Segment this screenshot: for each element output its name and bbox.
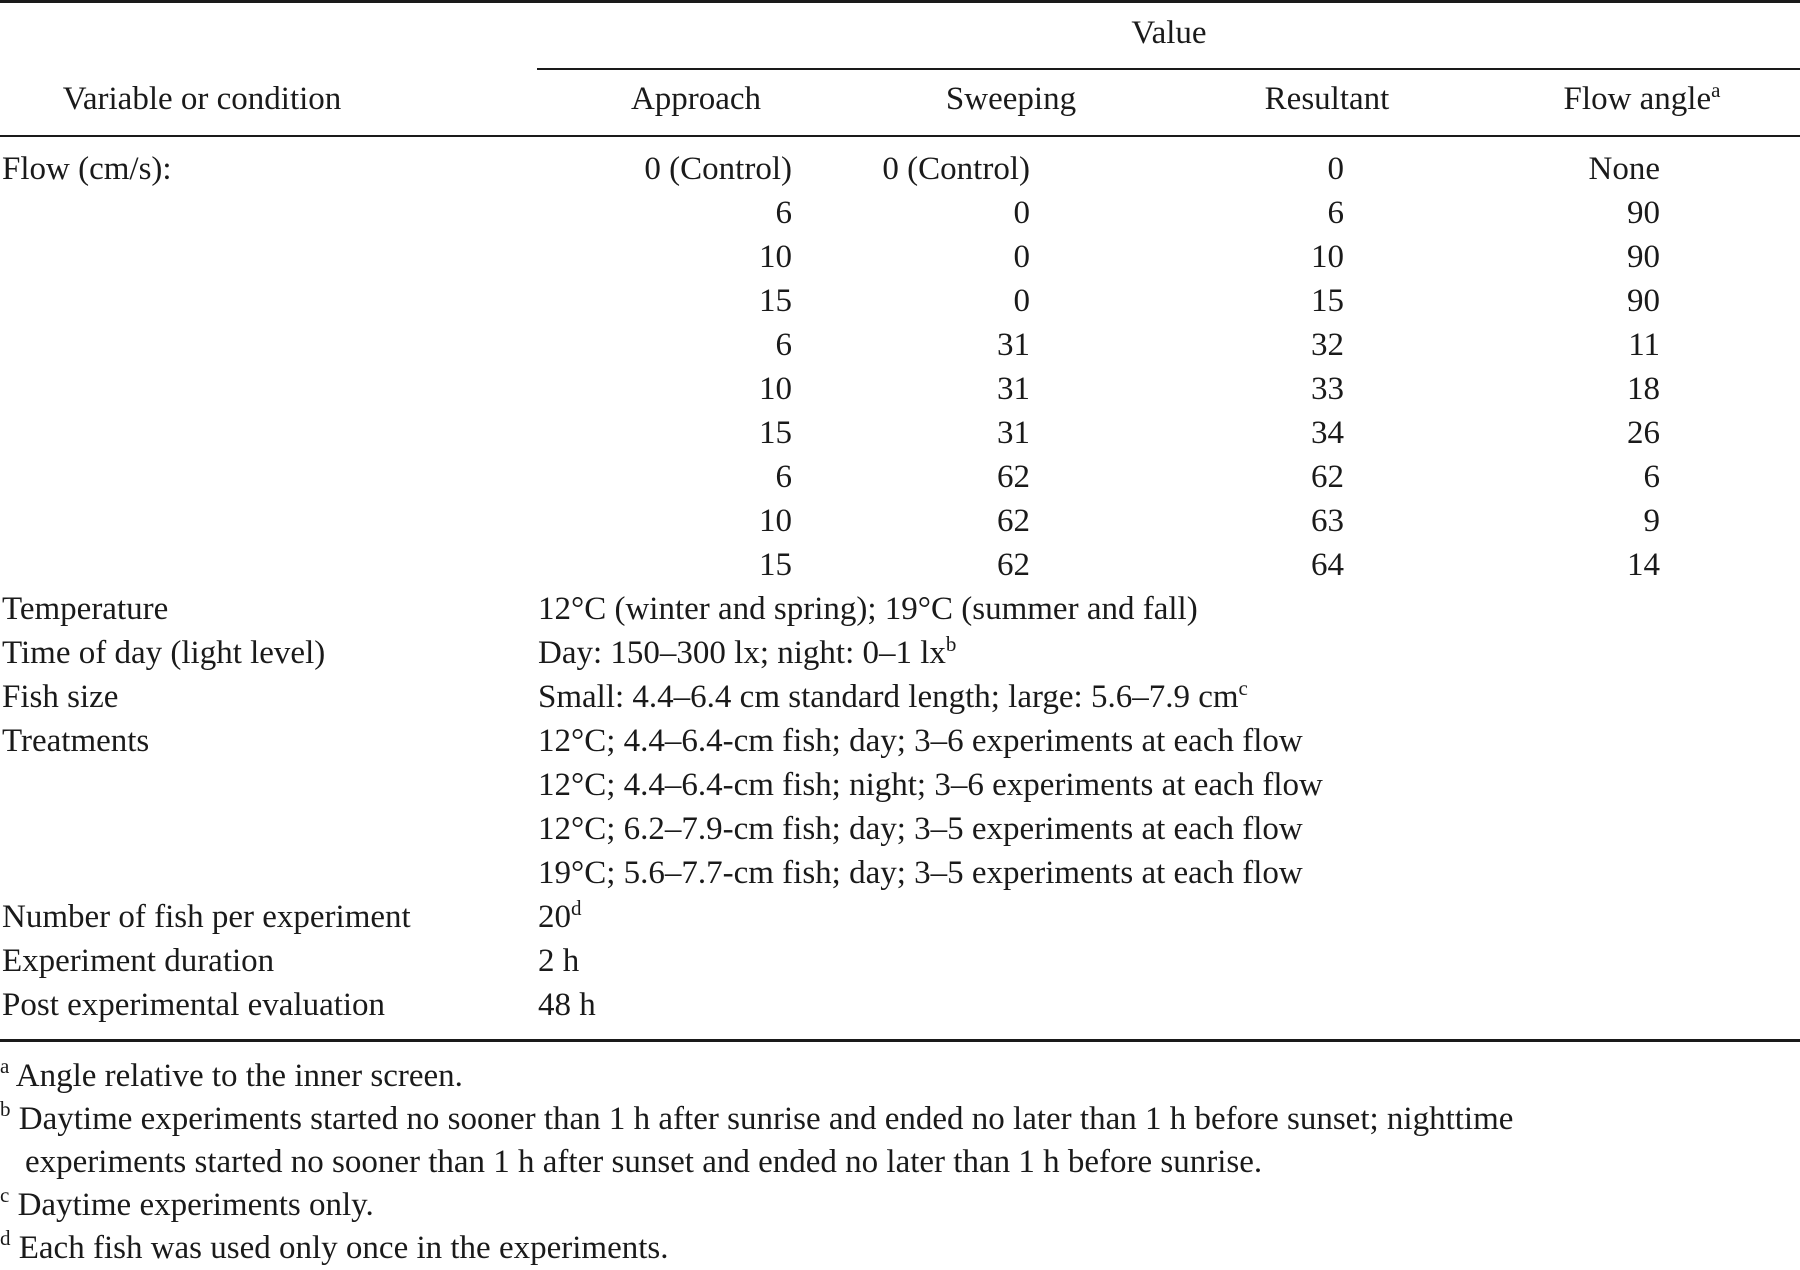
flow-cell-resultant: 6	[1327, 195, 1344, 231]
condition-value	[538, 721, 1303, 761]
condition-value-text: 12°C; 6.2–7.9-cm fish; day; 3–5 experiments at each flow	[538, 811, 1303, 847]
flow-cell-flow-angle: 90	[1627, 239, 1660, 275]
condition-value-text: 2 h	[538, 943, 580, 979]
flow-cell-sweeping: 62	[997, 503, 1030, 539]
condition-label: Fish size	[2, 679, 119, 715]
flow-cell-flow-angle: 18	[1627, 371, 1660, 407]
footnote-text: experiments started no sooner than 1 h after sunset and ended no later than 1 h before sunrise.	[25, 1144, 1263, 1180]
header-rule	[0, 135, 1800, 137]
condition-value-text: Day: 150–300 lx; night: 0–1 lx	[538, 635, 946, 671]
flow-cell-sweeping: 31	[997, 415, 1030, 451]
flow-cell-approach: 10	[759, 503, 792, 539]
top-rule	[0, 0, 1800, 3]
footnote-text: Daytime experiments only.	[17, 1187, 374, 1223]
flow-cell-approach: 6	[775, 327, 792, 363]
condition-label: Temperature	[2, 591, 169, 627]
flow-cell-resultant: 64	[1311, 547, 1344, 583]
flow-cell-resultant: 62	[1311, 459, 1344, 495]
condition-value	[538, 633, 956, 673]
bottom-rule	[0, 1039, 1800, 1042]
flow-cell-sweeping: 62	[997, 547, 1030, 583]
condition-value-text: 12°C; 4.4–6.4-cm fish; night; 3–6 experiments at each flow	[538, 767, 1323, 803]
condition-value-text: 12°C; 4.4–6.4-cm fish; day; 3–6 experiments at each flow	[538, 723, 1303, 759]
flow-cell-flow-angle: 26	[1627, 415, 1660, 451]
condition-value	[538, 765, 1323, 805]
condition-value	[538, 985, 596, 1025]
approach-column-header: Approach	[630, 81, 762, 117]
flow-cell-approach: 15	[759, 547, 792, 583]
condition-value-text: 20	[538, 899, 571, 935]
condition-value	[538, 941, 579, 981]
flow-cell-sweeping: 31	[997, 371, 1030, 407]
footnote-ref: b	[945, 632, 957, 656]
condition-value-text: 12°C (winter and spring); 19°C (summer and fall)	[538, 591, 1198, 627]
flow-cell-approach: 15	[759, 415, 792, 451]
flow-cell-flow-angle: 90	[1627, 283, 1660, 319]
condition-value	[538, 677, 1248, 717]
flow-angle-label: Flow angle	[1563, 81, 1712, 117]
flow-cell-resultant: 15	[1311, 283, 1344, 319]
flow-cell-sweeping: 31	[997, 327, 1030, 363]
flow-cell-approach: 10	[759, 239, 792, 275]
condition-value	[538, 809, 1303, 849]
resultant-column-header: Resultant	[1264, 81, 1390, 117]
flow-cell-approach: 6	[775, 195, 792, 231]
flow-cell-sweeping: 0	[1013, 283, 1030, 319]
footnote-text: Daytime experiments started no sooner than 1 h after sunrise and ended no later than 1 h before sunset; nighttime	[18, 1101, 1514, 1137]
condition-value-text: 19°C; 5.6–7.7-cm fish; day; 3–5 experiments at each flow	[538, 855, 1303, 891]
condition-label: Experiment duration	[2, 943, 275, 979]
condition-label: Treatments	[2, 723, 150, 759]
flow-cell-resultant: 63	[1311, 503, 1344, 539]
flow-cell-flow-angle: 14	[1627, 547, 1660, 583]
condition-value	[538, 589, 1198, 629]
flow-row-label: Flow (cm/s):	[2, 151, 172, 187]
flow-cell-resultant: 10	[1311, 239, 1344, 275]
flow-cell-flow-angle: 90	[1627, 195, 1660, 231]
footnote-ref-a: a	[1711, 78, 1721, 102]
sweeping-column-header: Sweeping	[945, 81, 1077, 117]
footnote-mark: a	[0, 1054, 10, 1078]
footnote-c	[0, 1184, 374, 1227]
flow-cell-sweeping: 0	[1013, 239, 1030, 275]
flow-cell-sweeping: 0	[1013, 195, 1030, 231]
flow-cell-sweeping: 62	[997, 459, 1030, 495]
footnote-a	[0, 1055, 463, 1098]
condition-value	[538, 897, 582, 937]
flow-angle-column-header	[1564, 79, 1721, 119]
condition-value-text: 48 h	[538, 987, 596, 1023]
condition-label: Post experimental evaluation	[2, 987, 386, 1023]
flow-cell-approach: 6	[775, 459, 792, 495]
flow-cell-approach: 10	[759, 371, 792, 407]
footnote-text: Angle relative to the inner screen.	[15, 1058, 463, 1094]
flow-cell-sweeping: 0 (Control)	[882, 151, 1030, 187]
condition-value-text: Small: 4.4–6.4 cm standard length; large: 5.6–7.9 cm	[538, 679, 1239, 715]
flow-cell-approach: 0 (Control)	[644, 151, 792, 187]
value-group-rule	[537, 68, 1800, 70]
condition-label: Number of fish per experiment	[2, 899, 411, 935]
condition-value	[538, 853, 1303, 893]
flow-cell-flow-angle: None	[1588, 151, 1660, 187]
footnote-d	[0, 1227, 669, 1270]
flow-cell-resultant: 32	[1311, 327, 1344, 363]
value-group-header: Value	[1131, 15, 1207, 51]
footnote-ref: d	[571, 896, 582, 920]
flow-cell-resultant: 33	[1311, 371, 1344, 407]
flow-cell-flow-angle: 6	[1643, 459, 1660, 495]
variable-column-header: Variable or condition	[62, 81, 342, 117]
footnote-b	[0, 1098, 1513, 1141]
condition-label: Time of day (light level)	[2, 635, 326, 671]
flow-cell-resultant: 0	[1327, 151, 1344, 187]
flow-cell-flow-angle: 9	[1643, 503, 1660, 539]
footnote-ref: c	[1238, 676, 1248, 700]
flow-cell-flow-angle: 11	[1628, 327, 1660, 363]
footnote-mark: d	[0, 1226, 11, 1250]
flow-cell-approach: 15	[759, 283, 792, 319]
footnote-mark: c	[0, 1183, 10, 1207]
footnote-mark: b	[0, 1097, 11, 1121]
footnote-text: Each fish was used only once in the experiments.	[18, 1230, 669, 1266]
footnote-b	[25, 1141, 1262, 1184]
flow-cell-resultant: 34	[1311, 415, 1344, 451]
